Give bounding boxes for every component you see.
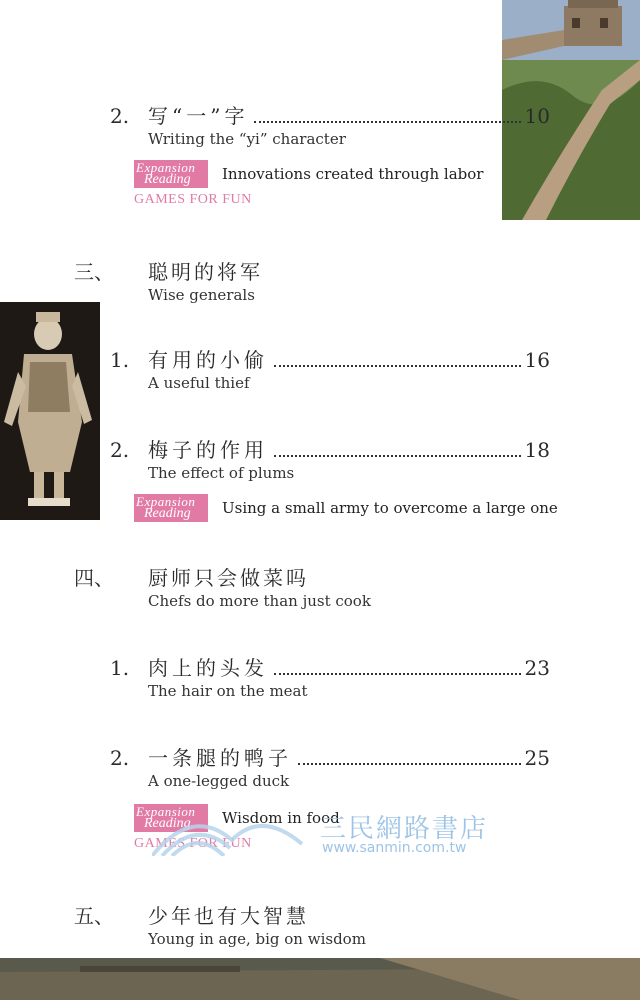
warrior-statue-photo [0, 302, 100, 520]
page-number: 18 [524, 438, 550, 462]
expansion-reading-title: Innovations created through labor [222, 165, 484, 183]
section-number: 四、 [74, 566, 114, 590]
page-number: 23 [524, 656, 550, 680]
chapter-entry[interactable] [110, 100, 550, 126]
section-number: 五、 [74, 904, 114, 928]
expansion-reading-badge: Expansion Reading [134, 494, 208, 522]
section-subtitle: Wise generals [148, 286, 255, 304]
chapter-number: 2. [110, 104, 130, 128]
chapter-title: 一条腿的鸭子 [148, 746, 292, 770]
expansion-reading-badge: Expansion Reading [134, 804, 208, 832]
dot-leader [298, 763, 521, 765]
watermark-url: www.sanmin.com.tw [322, 840, 467, 856]
dot-leader [254, 121, 520, 123]
expansion-reading-title: Using a small army to overcome a large one [222, 499, 558, 517]
chapter-subtitle: The hair on the meat [148, 682, 308, 700]
chapter-title: 梅子的作用 [148, 438, 268, 462]
watermark-name: 三民網路書店 [320, 814, 489, 844]
section-number: 三、 [74, 260, 114, 284]
dot-leader [274, 455, 521, 457]
chapter-number: 2. [110, 746, 130, 770]
dot-leader [274, 365, 521, 367]
bottom-wall-photo [0, 958, 640, 1000]
chapter-subtitle: A one-legged duck [148, 772, 290, 790]
section-subtitle: Chefs do more than just cook [148, 592, 371, 610]
section-title[interactable]: 少年也有大智慧 [148, 904, 309, 928]
chapter-number: 1. [110, 348, 130, 372]
chapter-title: 写“一”字 [148, 104, 249, 128]
section-title[interactable]: 聪明的将军 [148, 260, 263, 284]
chapter-title: 有用的小偷 [148, 348, 268, 372]
chapter-entry[interactable] [110, 434, 550, 460]
section-subtitle: Young in age, big on wisdom [148, 930, 366, 948]
chapter-subtitle: A useful thief [148, 374, 250, 392]
page-number: 10 [524, 104, 550, 128]
page-number: 25 [524, 746, 550, 770]
chapter-number: 1. [110, 656, 130, 680]
expansion-reading-badge: Expansion Reading [134, 160, 208, 188]
dot-leader [274, 673, 521, 675]
chapter-entry[interactable] [110, 344, 550, 370]
chapter-entry[interactable] [110, 652, 550, 678]
expansion-reading-row[interactable] [134, 494, 558, 522]
page-number: 16 [524, 348, 550, 372]
chapter-entry[interactable] [110, 742, 550, 768]
chapter-number: 2. [110, 438, 130, 462]
section-title[interactable]: 厨师只会做菜吗 [148, 566, 309, 590]
chapter-subtitle: Writing the “yi” character [148, 130, 346, 148]
games-for-fun-label[interactable]: GAMES FOR FUN [134, 836, 252, 851]
games-for-fun-label[interactable]: GAMES FOR FUN [134, 192, 252, 207]
chapter-title: 肉上的头发 [148, 656, 268, 680]
expansion-reading-title: Wisdom in food [222, 809, 340, 827]
expansion-reading-row[interactable] [134, 160, 483, 188]
chapter-subtitle: The effect of plums [148, 464, 295, 482]
